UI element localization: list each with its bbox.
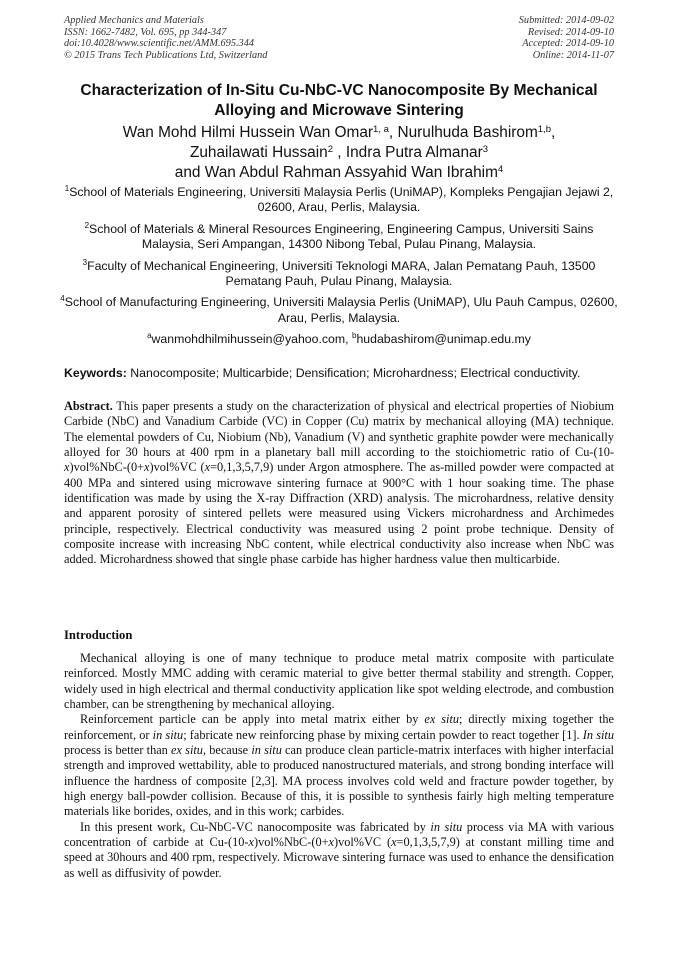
email-mark: b: [351, 331, 357, 341]
paper-title: Characterization of In-Situ Cu-NbC-VC Nanocomposite By Mechanical Alloying and Microwave Sintering: [80, 82, 598, 119]
submission-dates: [519, 15, 614, 61]
paragraph: [64, 712, 614, 819]
date-submitted: Submitted: 2014-09-02: [518, 15, 614, 26]
affiliation-text: School of Materials & Mineral Resources Engineering, Engineering Campus, Universiti Sains Malaysia, Seri Ampangan, 14300 Nibong Tebal, Pulau Pinang, Malaysia.: [89, 221, 594, 252]
journal-copyright: © 2015 Trans Tech Publications Ltd, Switzerland: [64, 49, 268, 61]
text: )vol%VC (: [334, 835, 392, 850]
paragraph: [64, 820, 614, 881]
date-accepted: Accepted: 2014-09-10: [522, 38, 614, 50]
keywords-text: Nanocomposite; Multicarbide; Densification; Microhardness; Electrical conductivity.: [130, 366, 581, 380]
abstract-text: This paper presents a study on the characterization of physical and electrical properties of Niobium Carbide (NbC) and Vanadium Carbide (VC) in Copper (Cu) matrix by mechanical alloying (MA) technique. The elemental powders of Cu, Niobium (Nb), Vanadium (V) and synthetic graphite powder were mechanically alloyed for 30 hours at 400 rpm in a planetary ball mill according to the stoichiometric ratio of Cu-(10-: [64, 399, 614, 460]
affiliation: [60, 222, 618, 253]
abstract-label: Abstract.: [64, 399, 113, 413]
date-online: Online: 2014-11-07: [532, 49, 614, 61]
journal-issn: ISSN: 1662-7482, Vol. 695, pp 344-347: [64, 26, 227, 38]
keywords: [64, 366, 624, 381]
variable: x: [328, 835, 334, 850]
text: )vol%NbC-(0+: [253, 835, 329, 850]
affiliation-mark: 1: [64, 184, 70, 194]
author-affiliation-mark: 3: [482, 143, 489, 155]
text: process is better than: [64, 743, 172, 758]
italic-term: In situ: [582, 727, 614, 742]
abstract-text: =0,1,3,5,7,9) under Argon atmosphere. The as-milled powder were compacted at 400 MPa and sintered using microwave sintering furnace at 900°C with 1 hour soaking time. The phase identification was made by using the X-ray Diffraction (XRD) analysis. The microhardness, relative density and apparent porosity of sintered pellets were measured using Vickers microhardness and Archimedes principle, respectively. Electrical conductivity was measured using 2 point probe technique. Density of composite increase with increasing NbC content, while electrical conductivity also increase when NbC was added. Microhardness showed that single phase carbide has higher hardness value then multicarbide.: [64, 460, 614, 567]
abstract-text: )vol%VC (: [149, 460, 205, 475]
section-heading-introduction: Introduction: [64, 628, 133, 642]
affiliation-mark: 4: [60, 294, 65, 304]
italic-term: in situ: [152, 727, 184, 742]
variable: x: [248, 835, 254, 850]
email-mark: a: [147, 331, 152, 341]
variable: x: [391, 835, 397, 850]
affiliation: [60, 259, 618, 290]
text: In this present work, Cu-NbC-VC nanocomposite was fabricated by: [80, 819, 431, 834]
paragraph: Mechanical alloying is one of many technique to produce metal matrix composite with particulate reinforced. Mostly MMC adding with ceramic material to give better thermal stability and strength. Copper, widely used in high electrical and thermal conductivity application like spot welding electrode, and combustion chamber, can be strengthening by mechanical alloying.: [64, 651, 614, 712]
italic-term: in situ: [251, 743, 282, 758]
author-affiliation-mark: 1,b: [537, 123, 551, 135]
italic-term: ex situ: [424, 712, 460, 727]
email-address[interactable]: wanmohdhilmihussein@yahoo.com: [151, 332, 346, 347]
text: , because: [202, 743, 252, 758]
affiliation: [60, 185, 618, 216]
abstract-text: )vol%NbC-(0+: [69, 460, 145, 475]
text: can produce clean particle-matrix interfaces with higher interfacial strength and improved wettability, able to produced nanostructured materials, and strong bonding interface will influence the hardness of composite [2,3]. MA process involves cold weld and fracture powder together, by high energy ball-powder collision. Because of this, it is possible to synthesis fairly high melting temperature materials like borides, oxides, and in this work; carbides.: [64, 743, 615, 819]
text: process via MA with various concentration of carbide at Cu-(10-: [64, 819, 614, 850]
author-affiliation-mark: 2: [327, 143, 333, 155]
author-name: Nurulhuda Bashirom: [397, 124, 538, 141]
abstract: [64, 399, 614, 568]
text: =0,1,3,5,7,9) at constant milling time and speed at 30hours and 400 rpm, respectively. Microwave sintering furnace was used to enhance the densification as well as diffusivity of powder.: [64, 835, 615, 880]
date-revised: Revised: 2014-09-10: [527, 26, 614, 38]
variable: x: [64, 460, 70, 475]
author-name: Indra Putra Almanar: [345, 144, 483, 161]
variable: x: [204, 460, 211, 475]
author-name: Zuhailawati Hussain: [189, 144, 328, 161]
affiliation: [60, 295, 618, 326]
keywords-label: Keywords:: [64, 366, 127, 380]
author-name: Wan Abdul Rahman Assyahid Wan Ibrahim: [204, 164, 498, 181]
journal-name: Applied Mechanics and Materials: [64, 15, 204, 26]
affiliation-mark: 3: [82, 257, 88, 267]
author-affiliation-mark: 1, a: [373, 123, 389, 135]
author-list: Wan Mohd Hilmi Hussein Wan Omar$^{1, a}$, Nurulhuda Bashirom$^{1,b}$, Zuhailawati Hussain$^2$ , Indra Putra Almanar$^3$ and Wan Abdul Rahman Assyahid Wan Ibrahim$^4$: [122, 123, 556, 181]
text: ; directly mixing together the reinforcement, or: [64, 712, 615, 742]
affiliation-list: [60, 185, 618, 354]
affiliation-mark: 2: [84, 221, 90, 231]
affiliation-text: School of Manufacturing Engineering, Universiti Malaysia Perlis (UniMAP), Ulu Pauh Campus, 02600, Arau, Perlis, Malaysia.: [64, 295, 618, 325]
author-conjunction: and: [174, 164, 201, 181]
italic-term: in situ: [430, 819, 463, 834]
journal-info: [64, 15, 267, 61]
affiliation-text: Faculty of Mechanical Engineering, Universiti Teknologi MARA, Jalan Pematang Pauh, 13500 Pematang Pauh, Pulau Pinang, Malaysia.: [87, 258, 596, 289]
affiliation-text: School of Materials Engineering, Universiti Malaysia Perlis (UniMAP), Kompleks Pengajian Jejawi 2, 02600, Arau, Perlis, Malaysia.: [69, 185, 614, 215]
author-name: Wan Mohd Hilmi Hussein Wan Omar: [122, 124, 374, 141]
journal-doi: doi:10.4028/www.scientific.net/AMM.695.344: [64, 38, 254, 50]
text: Reinforcement particle can be apply into metal matrix either by: [80, 712, 425, 727]
author-affiliation-mark: 4: [497, 163, 504, 175]
text: ; fabricate new reinforcing phase by mixing certain powder to react together [1].: [183, 727, 583, 742]
email-line: $^a$wanmohdhilmihussein@yahoo.com, $^b$hudabashirom@unimap.edu.my: [147, 331, 531, 347]
introduction-body: [64, 651, 614, 881]
email-address[interactable]: hudabashirom@unimap.edu.my: [356, 332, 531, 347]
variable: x: [144, 460, 150, 475]
italic-term: ex situ: [171, 743, 203, 758]
